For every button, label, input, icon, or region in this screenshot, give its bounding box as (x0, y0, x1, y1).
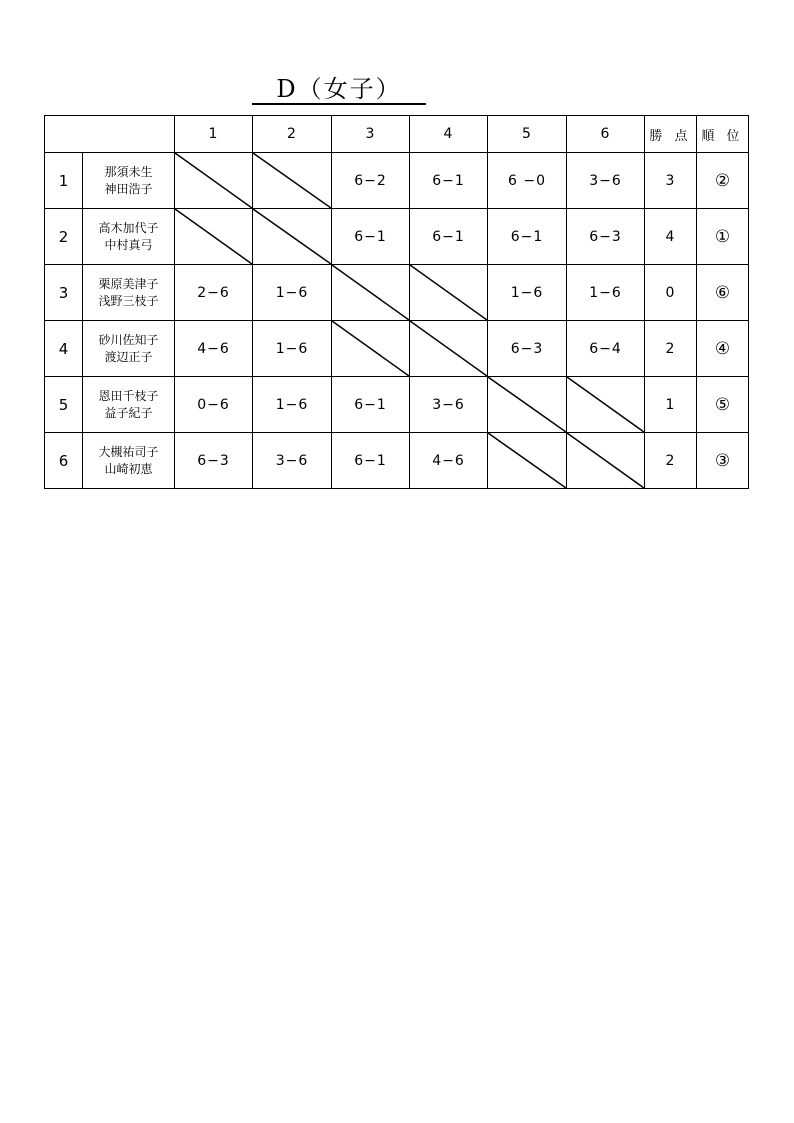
diagonal-slash (567, 433, 644, 488)
table-row (45, 433, 749, 489)
player-name: 栗原美津子 (98, 276, 159, 291)
player-name: 砂川佐知子 (98, 332, 159, 347)
player-name: 中村真弓 (104, 237, 153, 252)
match-score: 0−6 (175, 377, 253, 433)
match-score: 6−1 (410, 153, 488, 209)
match-score: 4−6 (175, 321, 253, 377)
player-name: 神田浩子 (104, 181, 153, 196)
diagonal-slash (567, 377, 644, 432)
player-name: 高木加代子 (98, 220, 159, 235)
page-title: D（女子） (276, 75, 402, 103)
diagonal-slash (488, 377, 566, 432)
match-score: 3−6 (253, 433, 332, 489)
diagonal-line (175, 209, 252, 264)
col-header-4: 4 (410, 116, 488, 153)
title-underline (252, 103, 426, 105)
diagonal-slash (332, 321, 409, 376)
match-score: 6−1 (488, 209, 567, 265)
diagonal-line (253, 209, 331, 264)
diagonal-blank-cell (567, 433, 645, 489)
match-score: 4−6 (410, 433, 488, 489)
diagonal-blank-cell (253, 209, 332, 265)
diagonal-line (332, 321, 409, 376)
diagonal-blank-cell (253, 153, 332, 209)
match-score: 6−1 (332, 209, 410, 265)
row-number: 6 (45, 433, 83, 489)
match-score: 1−6 (488, 265, 567, 321)
diagonal-blank-cell (488, 433, 567, 489)
diagonal-slash (488, 433, 566, 488)
player-name: 益子紀子 (104, 405, 153, 420)
row-number: 2 (45, 209, 83, 265)
diagonal-line (175, 153, 252, 208)
match-score: 1−6 (253, 321, 332, 377)
col-header-1: 1 (175, 116, 253, 153)
col-header-6: 6 (567, 116, 645, 153)
diagonal-blank-cell (567, 377, 645, 433)
diagonal-slash (253, 153, 331, 208)
rank: ③ (697, 433, 749, 489)
rank: ⑤ (697, 377, 749, 433)
match-score: 3−6 (567, 153, 645, 209)
diagonal-slash (175, 153, 252, 208)
player-pair (83, 153, 175, 209)
corner-cell (45, 116, 175, 153)
diagonal-line (567, 433, 644, 488)
player-name: 恩田千枝子 (98, 388, 159, 403)
wins-points: 3 (645, 153, 697, 209)
league-table (44, 115, 749, 489)
col-header-5: 5 (488, 116, 567, 153)
col-header-2: 2 (253, 116, 332, 153)
player-pair (83, 321, 175, 377)
rank: ① (697, 209, 749, 265)
match-score: 1−6 (567, 265, 645, 321)
diagonal-slash (332, 265, 409, 320)
match-score: 6−3 (175, 433, 253, 489)
player-pair (83, 433, 175, 489)
diagonal-slash (175, 209, 252, 264)
player-name: 渡辺正子 (104, 349, 153, 364)
row-number: 4 (45, 321, 83, 377)
diagonal-blank-cell (410, 265, 488, 321)
row-number: 1 (45, 153, 83, 209)
wins-points-header: 勝 点 (645, 116, 697, 153)
player-pair (83, 377, 175, 433)
col-header-3: 3 (332, 116, 410, 153)
wins-points: 1 (645, 377, 697, 433)
diagonal-line (332, 265, 409, 320)
diagonal-blank-cell (488, 377, 567, 433)
player-name: 那須未生 (104, 164, 153, 179)
match-score: 6−4 (567, 321, 645, 377)
diagonal-slash (410, 321, 487, 376)
match-score: 1−6 (253, 265, 332, 321)
diagonal-line (253, 153, 331, 208)
match-score: 6−1 (332, 433, 410, 489)
diagonal-slash (253, 209, 331, 264)
rank: ④ (697, 321, 749, 377)
match-score: 1−6 (253, 377, 332, 433)
wins-points: 2 (645, 433, 697, 489)
player-name: 大槻祐司子 (98, 444, 159, 459)
rank-header: 順 位 (697, 116, 749, 153)
player-name: 浅野三枝子 (98, 293, 159, 308)
rank: ⑥ (697, 265, 749, 321)
wins-points: 2 (645, 321, 697, 377)
diagonal-line (410, 265, 487, 320)
diagonal-blank-cell (410, 321, 488, 377)
diagonal-line (410, 321, 487, 376)
player-name: 山崎初恵 (104, 461, 153, 476)
match-score: 6−1 (332, 377, 410, 433)
match-score: 6−1 (410, 209, 488, 265)
match-score: 6−3 (567, 209, 645, 265)
match-score: 6−3 (488, 321, 567, 377)
match-score: 3−6 (410, 377, 488, 433)
match-score: 2−6 (175, 265, 253, 321)
diagonal-line (488, 377, 566, 432)
player-pair (83, 265, 175, 321)
row-number: 5 (45, 377, 83, 433)
match-score: 6 −0 (488, 153, 567, 209)
table-row (45, 209, 749, 265)
table-row (45, 265, 749, 321)
header-row (45, 116, 749, 153)
diagonal-slash (410, 265, 487, 320)
diagonal-line (567, 377, 644, 432)
diagonal-blank-cell (332, 321, 410, 377)
player-pair (83, 209, 175, 265)
match-score: 6−2 (332, 153, 410, 209)
diagonal-line (488, 433, 566, 488)
table-row (45, 377, 749, 433)
table-row (45, 153, 749, 209)
rank: ② (697, 153, 749, 209)
table-row (45, 321, 749, 377)
diagonal-blank-cell (332, 265, 410, 321)
wins-points: 4 (645, 209, 697, 265)
diagonal-blank-cell (175, 209, 253, 265)
row-number: 3 (45, 265, 83, 321)
diagonal-blank-cell (175, 153, 253, 209)
wins-points: 0 (645, 265, 697, 321)
